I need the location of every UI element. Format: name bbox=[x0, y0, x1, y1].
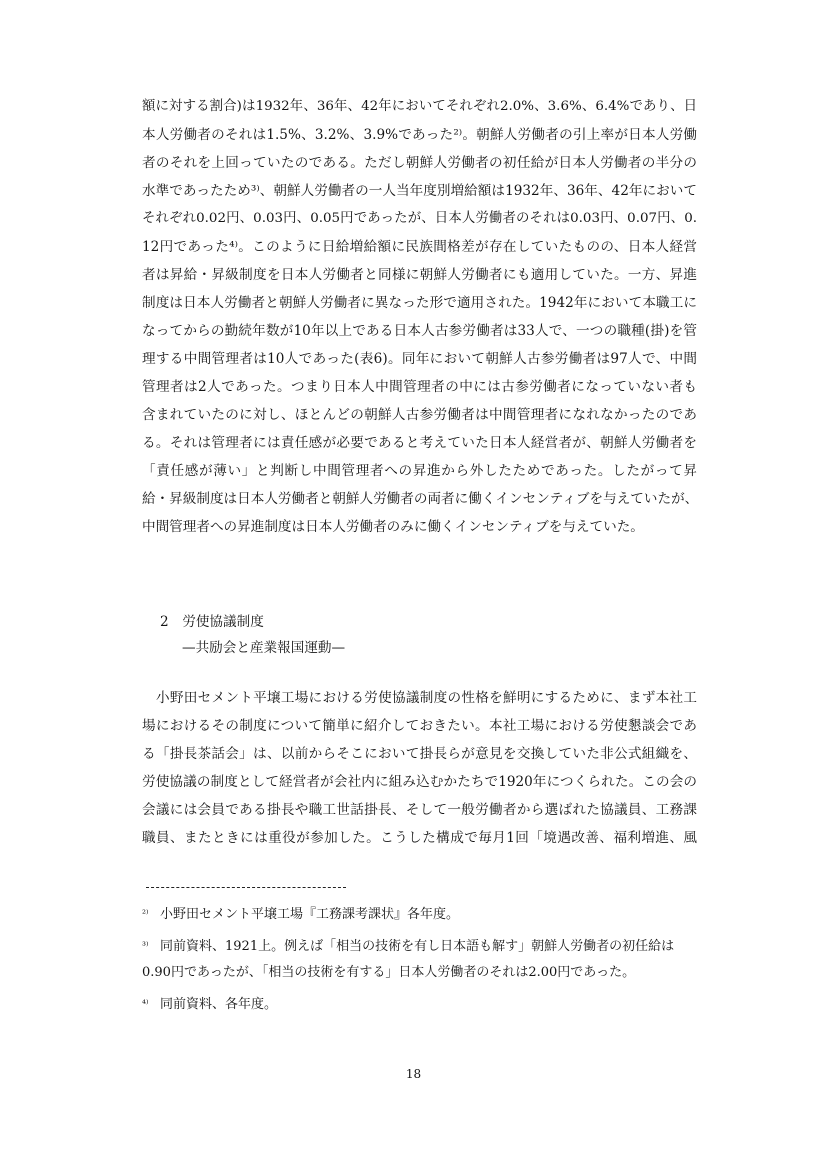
footnote-continuation: 0.90円であったが、「相当の技術を有する」日本人労働者のそれは2.00円であった。 bbox=[142, 965, 636, 980]
footnote-text: 同前資料、各年度。 bbox=[160, 997, 278, 1012]
footnote bbox=[142, 938, 697, 956]
footnote-mark: ⁴⁾ bbox=[142, 999, 149, 1010]
body-line: 者のそれを上回っていたのである。ただし朝鮮人労働者の初任給が日本人労働者の半分の bbox=[142, 155, 697, 171]
body-line: 中間管理者への昇進制度は日本人労働者のみに働くインセンティブを与えていた。 bbox=[142, 519, 644, 535]
section-subheading: —共励会と産業報国運動— bbox=[182, 640, 346, 656]
body-line: それぞれ0.02円、0.03円、0.05円であったが、日本人労働者のそれは0.03円、0.07円、0. bbox=[142, 211, 697, 226]
body-line: 者は昇給・昇級制度を日本人労働者と同様に朝鮮人労働者にも適用していた。一方、昇進 bbox=[142, 267, 697, 283]
body-line: 労使協議の制度として経営者が会社内に組み込むかたちで1920年につくられた。この会の bbox=[142, 774, 697, 790]
body-line: 給・昇級制度は日本人労働者と朝鮮人労働者の両者に働くインセンティブを与えていたが、 bbox=[142, 491, 699, 507]
footnote bbox=[142, 906, 697, 924]
footnote bbox=[142, 996, 697, 1014]
footnote-divider bbox=[146, 887, 346, 888]
page-number: 18 bbox=[405, 1067, 422, 1081]
footnote-text: 小野田セメント平壌工場『工務課考課状』各年度。 bbox=[160, 907, 460, 922]
body-line: 制度は日本人労働者と朝鮮人労働者に異なった形で適用された。1942年において本職工に bbox=[142, 295, 697, 311]
body-line: 管理者は2人であった。つまり日本人中間管理者の中には古参労働者になっていない者も bbox=[142, 379, 697, 395]
body-line: 職員、またときには重役が参加した。こうした構成で毎月1回「境遇改善、福利増進、風 bbox=[142, 830, 697, 846]
body-line: 額に対する割合)は1932年、36年、42年においてそれぞれ2.0%、3.6%、6.4%であり、日 bbox=[142, 99, 697, 114]
footnote-mark: ³⁾ bbox=[142, 941, 149, 952]
body-line: 理する中間管理者は10人であった(表6)。同年において朝鮮人古参労働者は97人で、中間 bbox=[142, 351, 697, 367]
body-line: 含まれていたのに対し、ほとんどの朝鮮人古参労働者は中間管理者になれなかったのであ bbox=[142, 407, 697, 423]
body-line: る「掛長茶話会」は、以前からそこにおいて掛長らが意見を交換していた非公式組織を、 bbox=[142, 746, 697, 762]
section-heading: 2 労使協議制度 bbox=[160, 614, 264, 630]
body-line: 場におけるその制度について簡単に紹介しておきたい。本社工場における労使懇談会であ bbox=[142, 718, 697, 734]
body-line: 「責任感が薄い」と判断し中間管理者への昇進から外したためであった。したがって昇 bbox=[142, 463, 697, 479]
body-line: 小野田セメント平壌工場における労使協議制度の性格を鮮明にするために、まず本社工 bbox=[156, 690, 697, 706]
body-line: る。それは管理者には責任感が必要であると考えていた日本人経営者が、朝鮮人労働者を bbox=[142, 435, 697, 451]
body-line: 水準であったため³⁾、朝鮮人労働者の一人当年度別増給額は1932年、36年、42年において bbox=[142, 183, 697, 199]
footnote-mark: ²⁾ bbox=[142, 909, 149, 920]
footnote-text: 同前資料、1921上。例えば「相当の技術を有し日本語も解す」朝鮮人労働者の初任給は bbox=[160, 939, 675, 954]
body-line: 12円であった⁴⁾。このように日給増給額に民族間格差が存在していたものの、日本人経営 bbox=[142, 239, 697, 255]
body-line: 会議には会員である掛長や職工世話掛長、そして一般労働者から選ばれた協議員、工務課 bbox=[142, 802, 697, 818]
body-line: なってからの勤続年数が10年以上である日本人古参労働者は33人で、一つの職種(掛)を管 bbox=[142, 323, 697, 339]
body-line: 本人労働者のそれは1.5%、3.2%、3.9%であった²⁾。朝鮮人労働者の引上率が日本人労働 bbox=[142, 127, 697, 143]
